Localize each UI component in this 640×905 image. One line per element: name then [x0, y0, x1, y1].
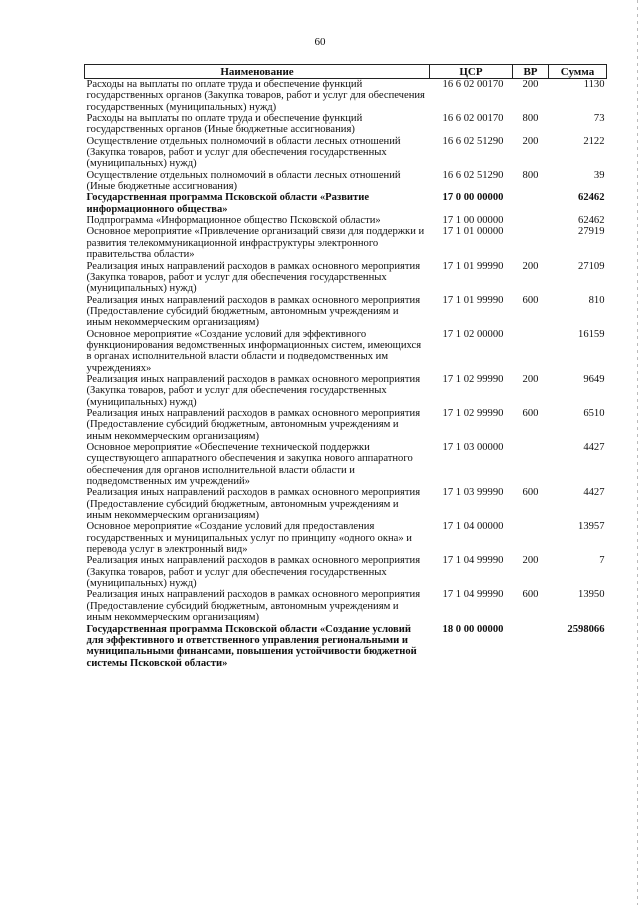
cell-csr: 16 6 02 00170 [442, 79, 504, 90]
cell-name: Основное мероприятие «Привлечение организаций связи для поддержки и развития телекоммуникационной инфраструктуры электронного правительства области» [86, 226, 425, 261]
table-body [85, 79, 607, 669]
table-row [85, 374, 607, 408]
table-row [85, 136, 607, 170]
cell-sum: 27919 [578, 226, 605, 238]
cell-csr: 17 1 02 99990 [442, 373, 504, 385]
cell-name: Государственная программа Псковской области «Развитие информационного общества» [86, 192, 370, 215]
cell-csr: 17 1 04 99990 [442, 555, 504, 567]
cell-name: Расходы на выплаты по оплате труда и обеспечение функций государственных органов (Иные бюджетные ассигнования) [86, 113, 363, 136]
table-row [85, 487, 607, 521]
cell-csr: 16 6 02 51290 [442, 169, 504, 181]
cell-vr: 800 [522, 113, 539, 125]
cell-vr: 200 [522, 260, 539, 272]
cell-vr [513, 329, 549, 374]
cell-vr [513, 624, 549, 669]
cell-csr: 18 0 00 00000 [442, 623, 504, 635]
cell-vr: 600 [522, 589, 539, 601]
table-row [85, 295, 607, 329]
header-vr: ВР [513, 65, 549, 79]
cell-csr: 17 1 02 00000 [442, 328, 504, 340]
cell-name: Основное мероприятие «Создание условий для предоставления государственных и муниципальных услуг по принципу «одного окна» и перевода услуг в электронный вид» [86, 521, 412, 556]
table-row [85, 589, 607, 623]
table-row [85, 442, 607, 487]
cell-vr: 200 [522, 373, 539, 385]
header-sum: Сумма [549, 65, 607, 79]
cell-name: Реализация иных направлений расходов в рамках основного мероприятия (Закупка товаров, работ и услуг для обеспечения государственных (муниципальных) нужд) [86, 373, 421, 408]
cell-csr: 17 0 00 00000 [442, 192, 504, 204]
cell-sum: 13957 [578, 521, 605, 533]
cell-name: Осуществление отдельных полномочий в области лесных отношений (Иные бюджетные ассигнования) [86, 169, 401, 193]
cell-sum: 39 [593, 169, 605, 181]
table-header-row [85, 65, 607, 79]
cell-csr: 16 6 02 00170 [442, 113, 504, 125]
cell-sum: 62462 [578, 192, 605, 204]
cell-vr: 600 [522, 294, 539, 306]
table-row [85, 555, 607, 589]
cell-vr: 600 [522, 487, 539, 499]
cell-csr: 17 1 02 99990 [442, 407, 504, 419]
cell-vr: 200 [522, 79, 539, 90]
cell-csr: 17 1 01 99990 [442, 260, 504, 272]
cell-sum: 810 [588, 294, 605, 306]
cell-vr [513, 192, 549, 215]
cell-vr: 600 [522, 407, 539, 419]
table-row [85, 408, 607, 442]
cell-name: Основное мероприятие «Создание условий для эффективного функционирования ведомственных информационных систем, имеющихся в органах исполнительной власти области и подведомственных им учреждениях» [86, 328, 422, 374]
cell-sum: 4427 [583, 487, 605, 499]
cell-name: Реализация иных направлений расходов в рамках основного мероприятия (Предоставление субсидий бюджетным, автономным учреждениям и иным некоммерческим организациям) [86, 589, 421, 624]
cell-sum: 2598066 [567, 623, 605, 635]
cell-vr: 200 [522, 555, 539, 567]
cell-csr: 17 1 01 00000 [442, 226, 504, 238]
table-row [85, 192, 607, 215]
cell-sum: 16159 [578, 328, 605, 340]
cell-name: Основное мероприятие «Обеспечение технической поддержки существующего аппаратного обеспечения и закупка нового аппаратного обеспечения для органов исполнительной власти области и подведомственных им учреждений» [86, 442, 413, 488]
cell-sum: 13950 [578, 589, 605, 601]
cell-name: Реализация иных направлений расходов в рамках основного мероприятия (Закупка товаров, работ и услуг для обеспечения государственных (муниципальных) нужд) [86, 555, 421, 590]
table-row [85, 79, 607, 114]
cell-vr: 800 [522, 169, 539, 181]
cell-vr [513, 215, 549, 226]
scan-edge-mark [637, 0, 638, 905]
table-row [85, 624, 607, 669]
cell-sum: 9649 [583, 373, 605, 385]
budget-table [84, 64, 607, 669]
table-row [85, 261, 607, 295]
cell-sum: 62462 [578, 215, 605, 227]
cell-name: Реализация иных направлений расходов в рамках основного мероприятия (Предоставление субсидий бюджетным, автономным учреждениям и иным некоммерческим организациям) [86, 294, 421, 329]
cell-csr: 17 1 03 99990 [442, 487, 504, 499]
cell-csr: 17 1 01 99990 [442, 294, 504, 306]
table-row [85, 170, 607, 193]
cell-csr: 17 1 03 00000 [442, 442, 504, 453]
page-number: 60 [314, 36, 326, 48]
table-row [85, 113, 607, 136]
table-row [85, 521, 607, 555]
cell-sum: 6510 [583, 407, 605, 419]
cell-csr: 16 6 02 51290 [442, 135, 504, 147]
cell-vr [513, 442, 549, 487]
budget-table-container [84, 64, 606, 669]
cell-name: Реализация иных направлений расходов в рамках основного мероприятия (Предоставление субсидий бюджетным, автономным учреждениям и иным некоммерческим организациям) [86, 487, 421, 522]
cell-sum: 4427 [583, 442, 605, 453]
header-name: Наименование [85, 65, 430, 79]
cell-name: Осуществление отдельных полномочий в области лесных отношений (Закупка товаров, работ и услуг для обеспечения государственных (муниципальных) нужд) [86, 135, 401, 170]
table-row [85, 226, 607, 260]
cell-sum: 73 [593, 113, 605, 125]
cell-sum: 1130 [583, 79, 605, 90]
table-row [85, 329, 607, 374]
cell-name: Реализация иных направлений расходов в рамках основного мероприятия (Предоставление субсидий бюджетным, автономным учреждениям и иным некоммерческим организациям) [86, 407, 421, 442]
cell-name: Подпрограмма «Информационное общество Псковской области» [86, 215, 381, 227]
cell-vr [513, 521, 549, 555]
cell-vr [513, 226, 549, 260]
cell-csr: 17 1 00 00000 [442, 215, 504, 227]
cell-name: Реализация иных направлений расходов в рамках основного мероприятия (Закупка товаров, работ и услуг для обеспечения государственных (муниципальных) нужд) [86, 260, 421, 295]
cell-sum: 2122 [583, 135, 605, 147]
header-csr: ЦСР [430, 65, 513, 79]
cell-sum: 27109 [578, 260, 605, 272]
cell-csr: 17 1 04 00000 [442, 521, 504, 533]
cell-csr: 17 1 04 99990 [442, 589, 504, 601]
cell-name: Государственная программа Псковской области «Создание условий для эффективного и ответственного управления региональными и муниципальными финансами, повышения устойчивости бюджетной системы Псковской области» [86, 623, 417, 669]
table-row [85, 215, 607, 226]
cell-vr: 200 [522, 135, 539, 147]
cell-name: Расходы на выплаты по оплате труда и обеспечение функций государственных органов (Закупка товаров, работ и услуг для обеспечения государственных (муниципальных) нужд) [86, 79, 425, 113]
cell-sum: 7 [599, 555, 605, 567]
